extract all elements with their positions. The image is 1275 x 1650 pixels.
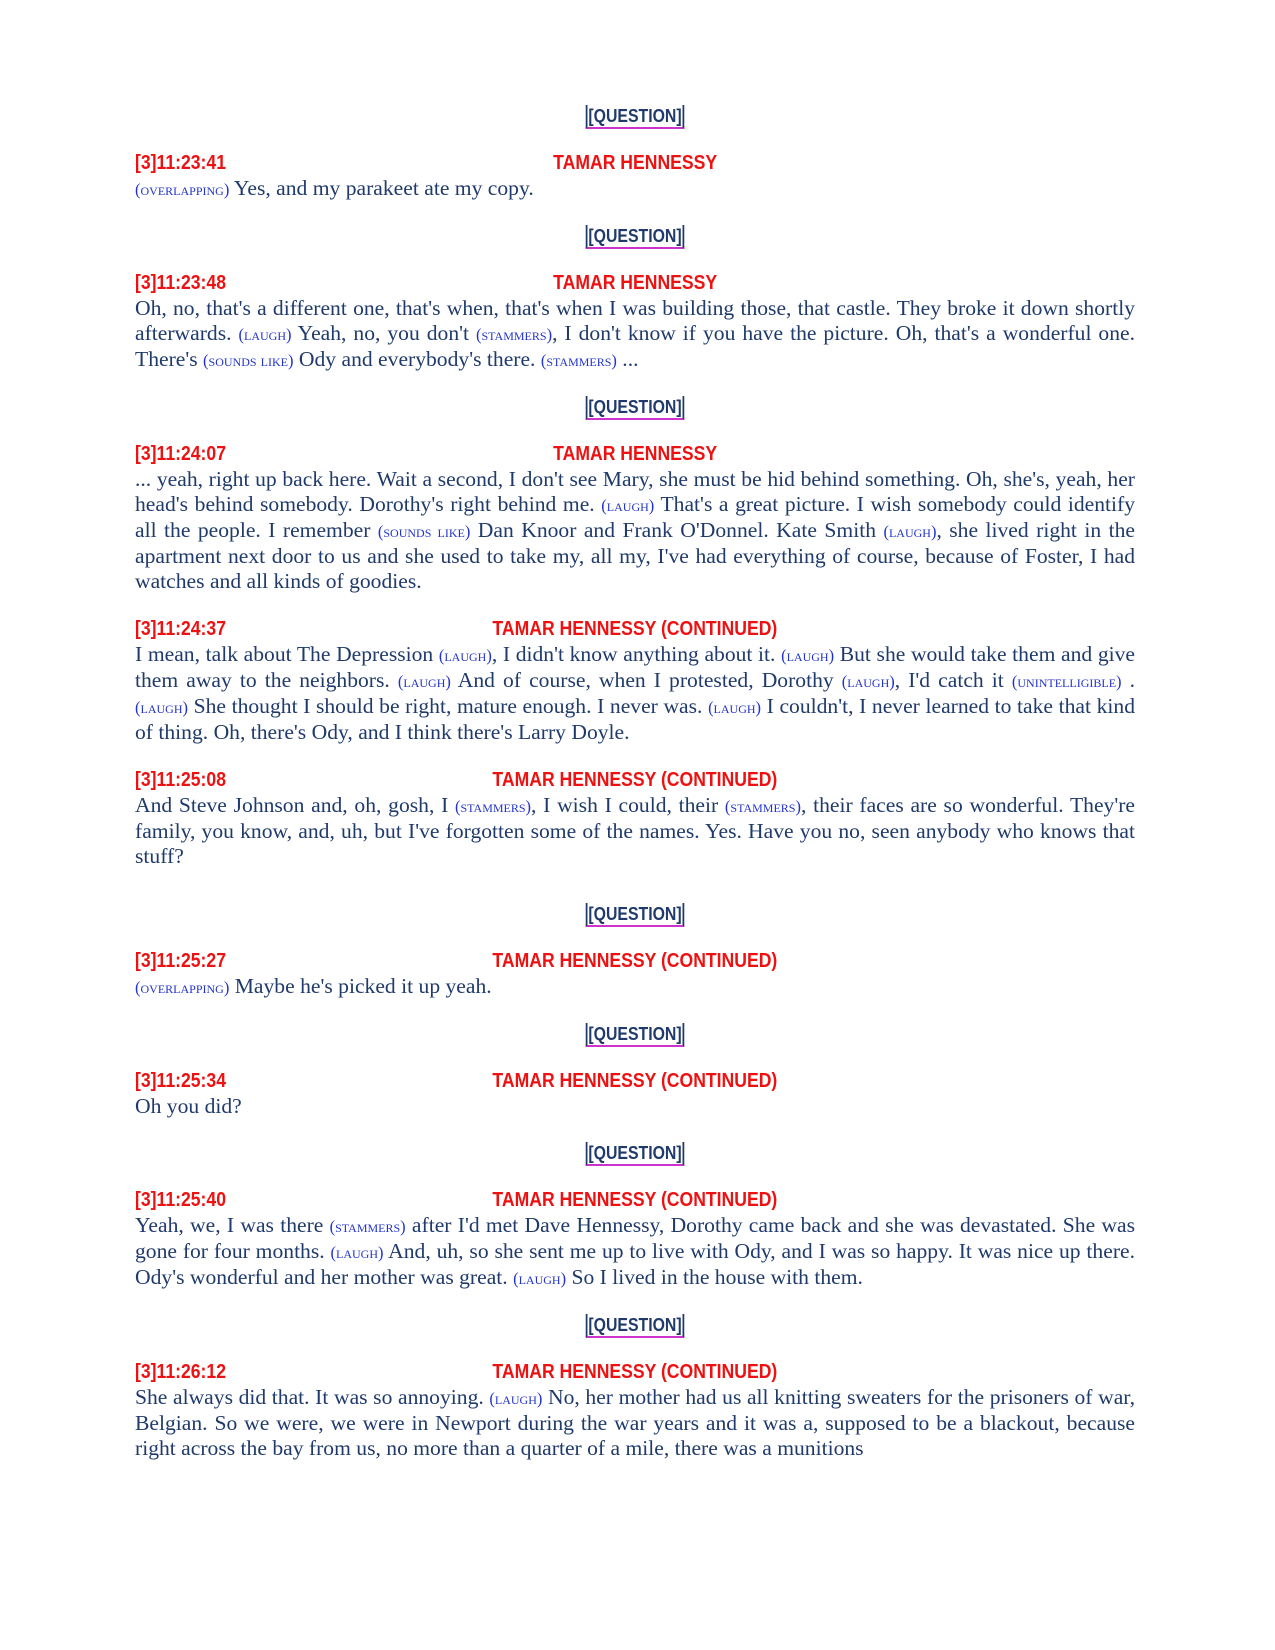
stage-direction: (laugh) — [781, 646, 835, 665]
transcript-text — [135, 467, 1135, 594]
stage-direction: (laugh) — [438, 646, 492, 665]
spoken-text: Maybe he's picked it up yeah. — [229, 974, 492, 998]
timecode: [3]11:25:40 — [135, 1189, 226, 1211]
stage-direction: (unintelligible) — [1011, 672, 1122, 691]
spoken-text: Yes, and my parakeet ate my copy. — [229, 176, 534, 200]
speaker-name: TAMAR HENNESSY (CONTINUED) — [492, 1189, 778, 1211]
stage-direction: (stammers) — [476, 325, 553, 344]
transcript-block — [135, 1360, 1135, 1461]
speaker-name: TAMAR HENNESSY (CONTINUED) — [492, 1361, 778, 1383]
question-marker: [QUESTION] — [135, 1023, 1135, 1047]
timecode: [3]11:26:12 — [135, 1361, 226, 1383]
spoken-text: , I don't know if you have the picture. Oh, that's a wonderful one. There's — [135, 321, 1136, 371]
spoken-text: after I'd met Dave Hennessy, Dorothy came back and she was devastated. She was gone for four months. — [135, 1213, 1136, 1263]
spoken-text: But she would take them and give them away to the neighbors. — [135, 642, 1135, 692]
transcript-block — [135, 768, 1135, 869]
question-marker: [QUESTION] — [135, 105, 1135, 129]
stage-direction: (laugh) — [330, 1243, 384, 1262]
timecode: [3]11:25:34 — [135, 1070, 226, 1092]
transcript-text — [135, 793, 1135, 869]
speaker-name: TAMAR HENNESSY — [553, 152, 717, 174]
speaker-name: TAMAR HENNESSY (CONTINUED) — [492, 618, 778, 640]
spoken-text: And Steve Johnson and, oh, gosh, I — [135, 793, 455, 817]
question-marker: [QUESTION] — [135, 1314, 1135, 1338]
question-marker: [QUESTION] — [135, 903, 1135, 927]
stage-direction: (laugh) — [489, 1389, 543, 1408]
spoken-text: Oh you did? — [135, 1094, 242, 1118]
speaker-name: TAMAR HENNESSY (CONTINUED) — [492, 950, 778, 972]
transcript-block — [135, 617, 1135, 745]
spoken-text: . — [1121, 668, 1136, 692]
spoken-text: She thought I should be right, mature enough. I never was. — [187, 694, 709, 718]
stage-direction: (laugh) — [883, 522, 937, 541]
transcript-text — [135, 974, 1135, 1000]
spoken-text: , I'd catch it — [894, 668, 1012, 692]
spoken-text: , their faces are so wonderful. They're family, you know, and, uh, but I've forgotten some of the names. Yes. Have you no, seen anybody who knows that stuff? — [135, 793, 1135, 868]
question-marker: [QUESTION] — [135, 1142, 1135, 1166]
transcript-page — [135, 105, 1135, 1484]
timecode: [3]11:23:48 — [135, 272, 226, 294]
spoken-text: I mean, talk about The Depression — [135, 642, 439, 666]
spoken-text: Ody and everybody's there. — [293, 347, 541, 371]
transcript-text — [135, 1385, 1135, 1461]
spoken-text: , I wish I could, their — [531, 793, 725, 817]
stage-direction: (laugh) — [708, 698, 762, 717]
speaker-name: TAMAR HENNESSY — [553, 443, 717, 465]
transcript-block — [135, 1188, 1135, 1291]
transcript-text — [135, 1094, 1135, 1119]
stage-direction: (stammers) — [724, 797, 801, 816]
transcript-text — [135, 176, 1135, 202]
stage-direction: (laugh) — [135, 698, 188, 717]
spoken-text: I couldn't, I never learned to take that kind of thing. Oh, there's Ody, and I think there's Larry Doyle. — [135, 694, 1135, 744]
spoken-text: Yeah, we, I was there — [135, 1213, 330, 1237]
transcript-block — [135, 949, 1135, 1000]
stage-direction: (stammers) — [455, 797, 532, 816]
question-marker: [QUESTION] — [135, 225, 1135, 249]
stage-direction: (sounds like) — [203, 351, 294, 370]
spoken-text: So I lived in the house with them. — [566, 1265, 863, 1289]
spoken-text: She always did that. It was so annoying. — [135, 1385, 490, 1409]
transcript-text — [135, 1213, 1135, 1291]
spoken-text: ... yeah, right up back here. Wait a second, I don't see Mary, she must be hid behind something. Oh, she's, yeah, her head's behind somebody. Dorothy's right behind me. — [135, 467, 1135, 516]
transcript-block — [135, 271, 1135, 373]
transcript-text — [135, 296, 1135, 373]
spoken-text: Yeah, no, you don't — [291, 321, 477, 345]
spoken-text: And of course, when I protested, Dorothy — [450, 668, 842, 692]
stage-direction: (laugh) — [601, 496, 655, 515]
speaker-name: TAMAR HENNESSY (CONTINUED) — [492, 1070, 778, 1092]
stage-direction: (overlapping) — [135, 978, 230, 997]
timecode: [3]11:23:41 — [135, 152, 226, 174]
stage-direction: (overlapping) — [135, 180, 230, 199]
timecode: [3]11:24:07 — [135, 443, 226, 465]
stage-direction: (sounds like) — [377, 522, 471, 541]
question-marker: [QUESTION] — [135, 396, 1135, 420]
transcript-block — [135, 151, 1135, 202]
stage-direction: (laugh) — [841, 672, 895, 691]
timecode: [3]11:25:27 — [135, 950, 226, 972]
transcript-block — [135, 1069, 1135, 1119]
spoken-text: , she lived right in the apartment next door to us and she used to take my, all my, I've had everything of course, because of Foster, I had watches and all kinds of goodies. — [135, 518, 1135, 593]
speaker-name: TAMAR HENNESSY (CONTINUED) — [492, 769, 778, 791]
timecode: [3]11:24:37 — [135, 618, 226, 640]
speaker-name: TAMAR HENNESSY — [553, 272, 717, 294]
spoken-text: And, uh, so she sent me up to live with Ody, and I was so happy. It was nice up there. Ody's wonderful and her mother was great. — [135, 1239, 1135, 1289]
stage-direction: (laugh) — [397, 672, 451, 691]
spoken-text: Oh, no, that's a different one, that's when, that's when I was building those, that castle. They broke it down shortly afterwards. — [135, 296, 1135, 345]
spoken-text: No, her mother had us all knitting sweaters for the prisoners of war, Belgian. So we were, we were in Newport during the war years and it was a, supposed to be a blackout, because right across the bay from us, no more than a quarter of a mile, there was a munitions — [135, 1385, 1136, 1460]
stage-direction: (stammers) — [540, 351, 617, 370]
transcript-block — [135, 442, 1135, 594]
stage-direction: (laugh) — [238, 325, 292, 344]
spoken-text: ... — [616, 347, 639, 371]
spoken-text: Dan Knoor and Frank O'Donnel. Kate Smith — [470, 518, 884, 542]
stage-direction: (stammers) — [329, 1217, 406, 1236]
stage-direction: (laugh) — [513, 1269, 567, 1288]
spoken-text: That's a great picture. I wish somebody could identify all the people. I remember — [135, 492, 1136, 542]
transcript-text — [135, 642, 1135, 745]
timecode: [3]11:25:08 — [135, 769, 226, 791]
spoken-text: , I didn't know anything about it. — [491, 642, 782, 666]
